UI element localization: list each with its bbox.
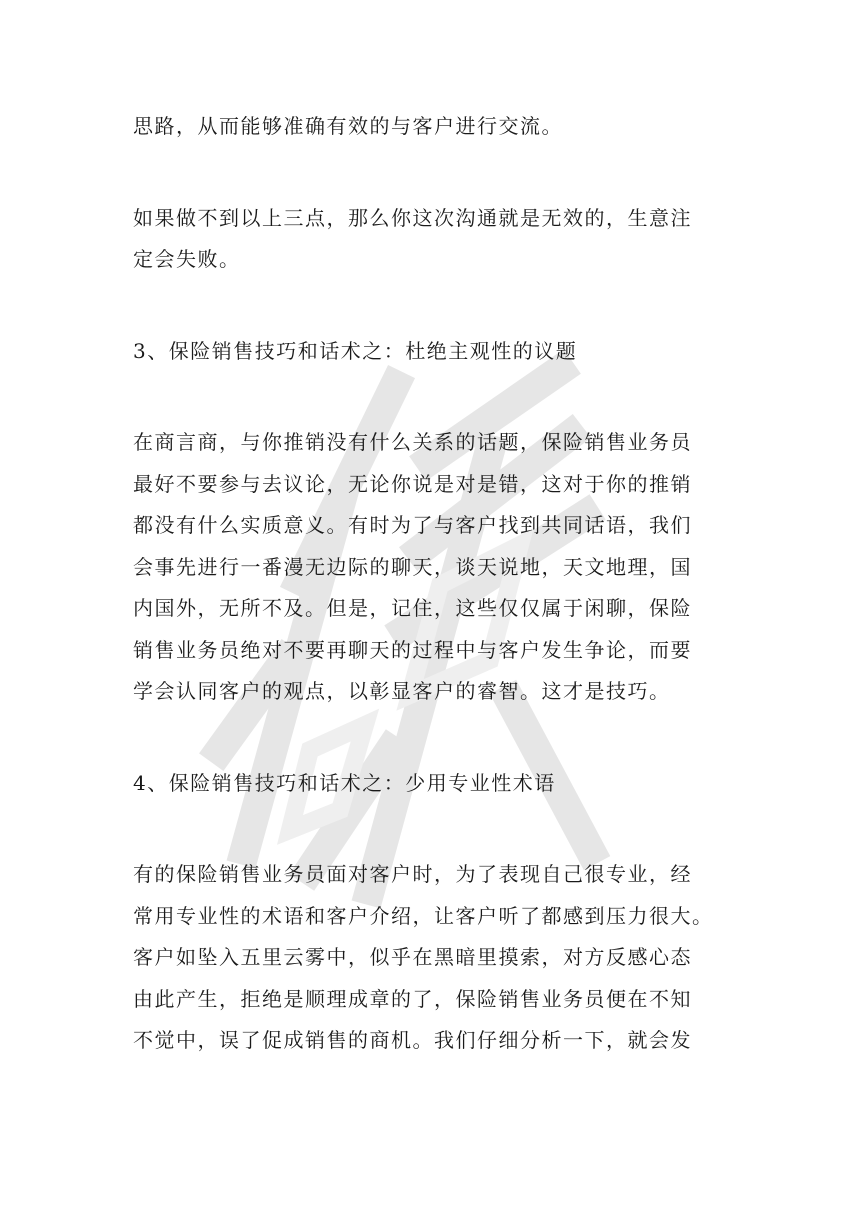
- text-line: 有的保险销售业务员面对客户时，为了表现自己很专业，经: [133, 862, 692, 886]
- text-line: 常用专业性的术语和客户介绍，让客户听了都感到压力很大。: [133, 903, 714, 928]
- paragraph-section-4: [133, 854, 743, 1062]
- heading-line: 3、保险销售技巧和话术之：杜绝主观性的议题: [133, 338, 578, 363]
- text-line: 客户如坠入五里云雾中，似乎在黑暗里摸索，对方反感心态: [133, 945, 692, 969]
- paragraph-three-points: [133, 198, 743, 281]
- text-line: 学会认同客户的观点，以彰显客户的睿智。这才是技巧。: [133, 679, 671, 703]
- paragraph-section-3: [133, 422, 743, 713]
- text-line: 如果做不到以上三点，那么你这次沟通就是无效的，生意注: [133, 205, 692, 230]
- section-heading-4: [133, 763, 743, 805]
- text-line: 会事先进行一番漫无边际的聊天，谈天说地，天文地理，国: [133, 554, 692, 579]
- text-line: 定会失败。: [133, 247, 241, 271]
- text-line: 由此产生，拒绝是顺理成章的了，保险销售业务员便在不知: [133, 986, 692, 1011]
- text-line: 销售业务员绝对不要再聊天的过程中与客户发生争论，而要: [133, 637, 692, 662]
- text-line: 在商言商，与你推销没有什么关系的话题，保险销售业务员: [133, 430, 692, 454]
- paragraph-intro-end: [133, 106, 743, 148]
- text-line: 思路，从而能够准确有效的与客户进行交流。: [133, 114, 563, 138]
- text-line: 最好不要参与去议论，无论你说是对是错，这对于你的推销: [133, 471, 692, 496]
- heading-line: 4、保险销售技巧和话术之：少用专业性术语: [133, 770, 556, 795]
- section-heading-3: [133, 331, 743, 373]
- text-line: 内国外，无所不及。但是，记住，这些仅仅属于闲聊，保险: [133, 596, 692, 620]
- text-line: 不觉中，误了促成销售的商机。我们仔细分析一下，就会发: [133, 1028, 692, 1052]
- text-line: 都没有什么实质意义。有时为了与客户找到共同话语，我们: [133, 513, 692, 537]
- document-body: [133, 106, 743, 1112]
